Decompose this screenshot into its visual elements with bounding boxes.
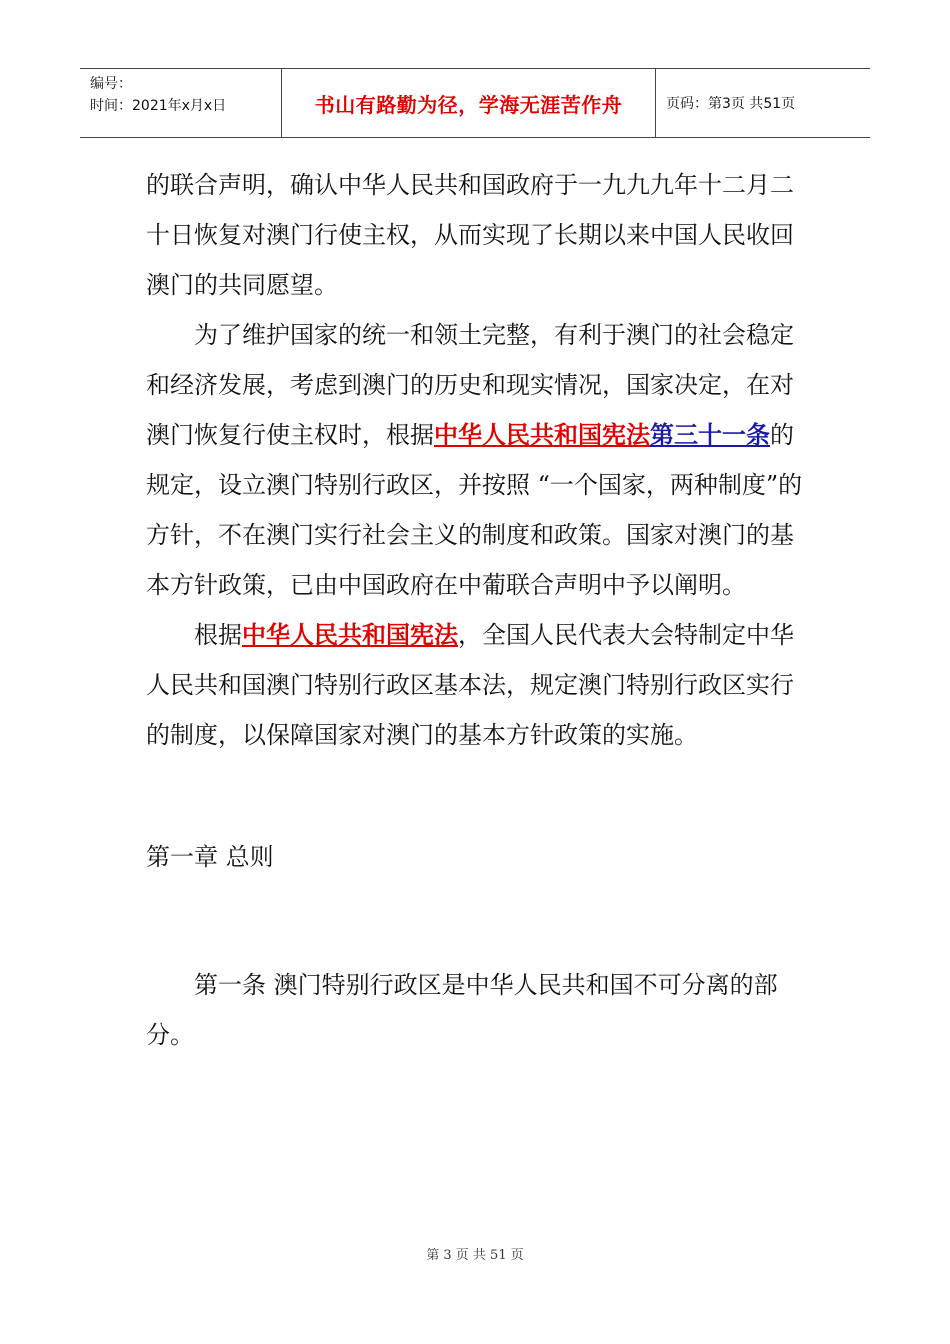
header-page-info: 页码：第3页 共51页 <box>666 96 796 112</box>
paragraph-text: 根据 <box>194 621 242 649</box>
document-body <box>146 160 806 1060</box>
paragraph-text: 为了维护国家的统一和领土完整，有利于澳门的社会稳定和经济发展，考虑到澳门的历史和现实情况，国家决定，在对澳门恢复行使主权时，根据 <box>146 321 794 449</box>
constitution-link[interactable]: 中华人民共和国宪法 <box>242 620 458 649</box>
article-one: 第一条 澳门特别行政区是中华人民共和国不可分离的部分。 <box>146 971 778 1049</box>
document-number-label: 编号： <box>90 76 132 92</box>
paragraph-establishment <box>146 310 806 610</box>
constitution-link[interactable]: 中华人民共和国宪法 <box>434 420 650 449</box>
paragraph-text: 的规定，设立澳门特别行政区，并按照 “一个国家，两种制度”的方针，不在澳门实行社会主义的制度和政策。国家对澳门的基本方针政策，已由中国政府在中葡联合声明中予以阐明。 <box>146 421 803 599</box>
article-31-link[interactable]: 第三十一条 <box>650 420 770 449</box>
page-header <box>80 68 870 138</box>
paragraph-basic-law <box>146 610 806 760</box>
header-motto: 书山有路勤为径，学海无涯苦作舟 <box>282 69 656 137</box>
chapter-heading: 第一章 总则 <box>146 843 274 871</box>
paragraph-continuation: 的联合声明，确认中华人民共和国政府于一九九九年十二月二十日恢复对澳门行使主权，从而实现了长期以来中国人民收回澳门的共同愿望。 <box>146 171 794 299</box>
paragraph-text: ，全国人民代表大会特制定中华人民共和国澳门特别行政区基本法，规定澳门特别行政区实行的制度，以保障国家对澳门的基本方针政策的实施。 <box>146 621 794 749</box>
header-meta <box>80 69 282 137</box>
document-date-label: 时间：2021年x月x日 <box>90 98 227 114</box>
page-footer: 第 3 页 共 51 页 <box>426 1248 524 1263</box>
